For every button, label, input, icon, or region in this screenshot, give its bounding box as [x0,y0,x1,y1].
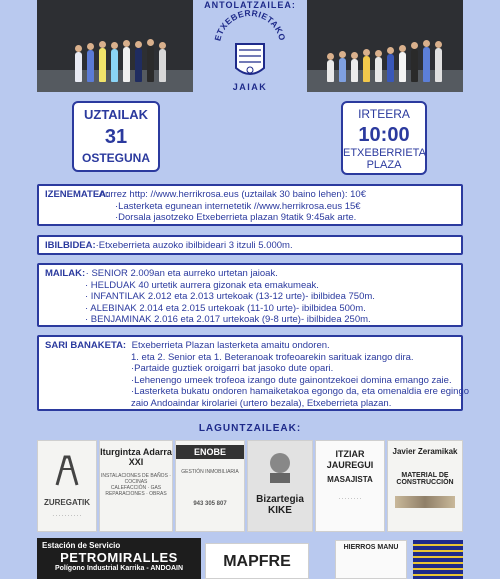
date-weekday: OSTEGUNA [81,151,150,165]
event-photo-right [307,0,463,92]
start-place-line1: ETXEBERRIETA [343,147,426,159]
sponsor-zuregatik: ZUREGATIK · · · · · · · · · · [37,440,97,532]
awards-line-1: Etxeberrieta Plazan lasterketa amaitu ondoren. [131,340,330,351]
date-day: 31 [104,126,128,148]
start-label: IRTEERA [358,107,410,121]
sponsor-iturgintza [99,440,173,532]
sponsor-mapfre-name: MAPFRE [223,553,291,570]
sponsor-petromiralles [37,538,201,579]
logo-ring-text: ETXEBERRIETAKO [212,10,288,42]
registration-line-2: ·Lasterketa egunean internetetik //www.herrikrosa.eus 15€ [115,200,361,212]
sponsor-iturgintza-sub3: REPARACIONES · OBRAS [105,491,167,497]
sponsor-zuregatik-name: ZUREGATIK [43,498,91,507]
javier-tile-strip [395,496,455,508]
sponsors-heading: LAGUNTZAILEAK: [198,423,302,434]
registration-line-1: ·Aurrez http: //www.herrikrosa.eus (uztailak 30 baino lehen): 10€ [95,189,366,200]
awards-section [37,335,470,411]
sponsor-javier-name: Javier Zeramikak [392,447,458,456]
awards-line-3: ·Partaide guztiek oroigarri bat jasoko dute opari. [131,363,334,374]
registration-section [37,184,463,226]
sponsor-iturgintza-name: Iturgintza Adarra XXI [100,447,172,467]
sponsor-petromiralles-sub2: Polígono Industrial Karrika - ANDOAIN [54,565,184,572]
sponsor-striped-logo [413,540,463,579]
category-infantilak: · INFANTILAK 2.012 eta 2.013 urtekoak (13-12 urte)- ibilbidea 750m. [85,291,375,302]
category-alebinak: · ALEBINAK 2.014 eta 2.015 urtekoak (11-10 urte)- ibilbidea 500m. [85,302,366,314]
sponsor-hierros-manu-name: HIERROS MANU [343,544,399,551]
sponsor-iturgintza-sub1: INSTALACIONES DE BAÑOS · COCINAS [101,473,171,485]
sponsor-petromiralles-sub1: PETROMIRALLES [60,550,178,565]
sponsor-itziar: ITZIAR JAUREGUI MASAJISTA · · · · · · · · [315,440,385,532]
sponsor-enobe-name: ENOBE [193,447,226,457]
sponsor-javier [387,440,463,532]
awards-line-2: 1. eta 2. Senior eta 1. Beteranoak trofeoarekin sarituak izango dira. [131,351,414,363]
route-text: ·Etxeberrieta auzoko ibilbideari 3 itzuli 5.000m. [95,240,293,251]
enobe-header-bar [176,445,244,459]
sponsor-hierros-manu [335,540,407,579]
zuregatik-icon [47,447,87,489]
start-time: 10:00 [358,124,410,146]
awards-line-6: zaio Andoaindar kirolariei (urtero bezala), Etxeberrieta plazan. [131,397,392,409]
awards-line-5: ·Lasterketa bukatu ondoren hamaiketakoa egongo da, eta omenaldia ere egingo [131,386,470,397]
registration-line-3: ·Dorsala jasotzeko Etxeberrieta plazan 9tatik 9:45ak arte. [115,212,357,223]
registration-heading: IZENEMATEA: [45,189,110,200]
category-helduak: · HELDUAK 40 urtetik aurrera gizonak eta emakumeak. [85,279,319,291]
sponsor-enobe-sub1: GESTIÓN INMOBILIARIA [181,469,239,475]
organizer-label: ANTOLATZAILEA: [204,0,296,10]
route-heading: IBILBIDEA: [45,240,96,251]
date-box [72,101,160,172]
sponsor-enobe-sub2: 943 305 807 [193,501,227,507]
logo-bottom-text: JAIAK [232,82,268,92]
date-month: UZTAILAK [83,107,149,122]
svg-text:ETXEBERRIETAKO [212,10,287,42]
sponsor-iturgintza-sub2: CALEFACCIÓN · GAS [110,485,162,491]
start-box [341,101,427,175]
categories-heading: MAILAK: [45,268,86,279]
awards-heading: SARI BANAKETA: [45,340,127,351]
route-section [37,235,463,255]
sponsor-kike [247,440,313,532]
category-benjaminak: · BENJAMINAK 2.016 eta 2.017 urtekoak (9-8 urte)- ibilbidea 250m. [85,314,371,325]
sponsor-enobe [175,440,245,532]
sponsor-mapfre [205,543,309,579]
sponsor-itziar-sub1: MASAJISTA [327,475,373,484]
category-senior: · SENIOR 2.009an eta aurreko urtetan jaioak. [85,268,278,279]
organizer-logo [210,10,290,98]
sponsor-petromiralles-name: Estación de Servicio [42,541,121,550]
sponsor-javier-sub1: MATERIAL DE CONSTRUCCIÓN [396,472,454,486]
sponsor-itziar-name: ITZIAR JAUREGUI [326,449,374,470]
barber-icon [262,449,298,485]
sponsor-kike-name: Bizartegia KIKE [256,494,304,516]
awards-line-4: ·Lehenengo umeek trofeoa izango dute gainontzekoei domina emango zaie. [131,374,452,386]
start-place-line2: PLAZA [366,159,402,171]
event-photo-left [37,0,193,92]
categories-section [37,263,463,327]
